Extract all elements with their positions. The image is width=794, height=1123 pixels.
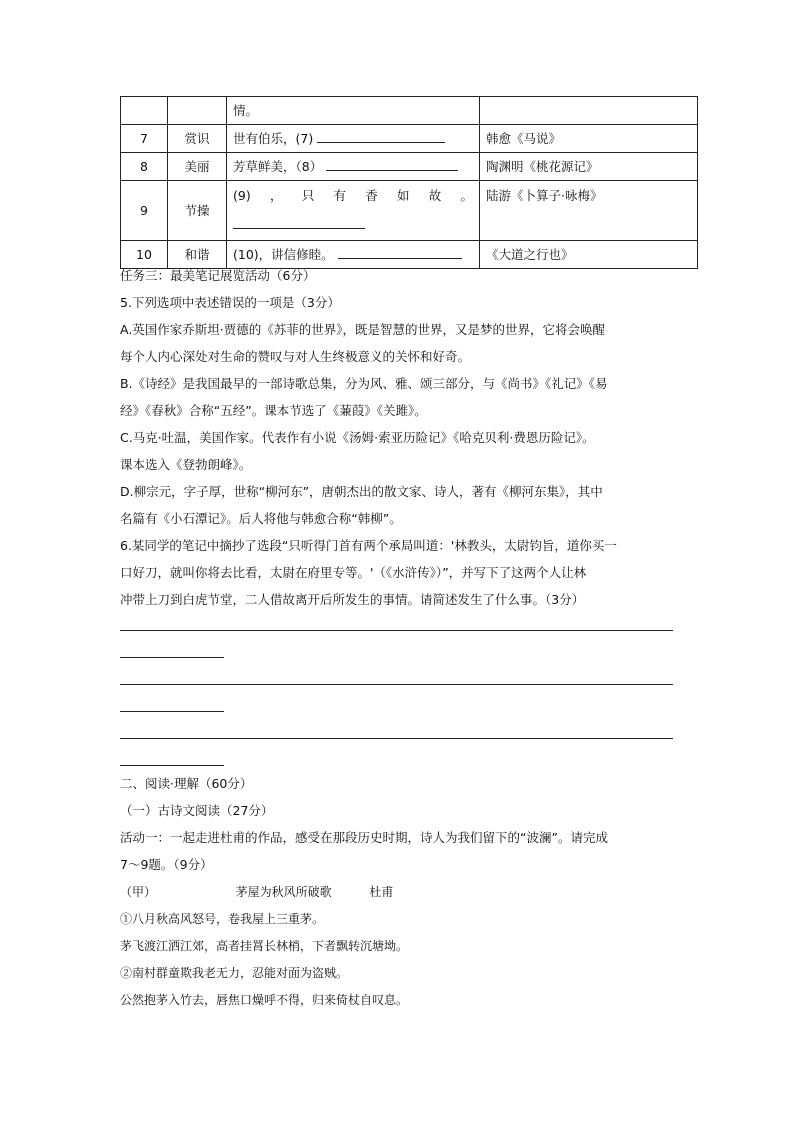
row-source: 陶渊明《桃花源记》 (480, 153, 698, 181)
table-cell-empty (168, 97, 227, 125)
answer-line[interactable] (120, 630, 673, 631)
poem-title: 茅屋为秋风所破歌 (235, 885, 332, 899)
activity1-line1: 活动一：一起走进杜甫的作品，感受在那段历史时期，诗人为我们留下的“波澜”。请完成 (120, 830, 608, 845)
row-line-spread (233, 187, 473, 205)
row-line-text: 世有伯乐，(7) (233, 131, 314, 146)
table-row (121, 181, 698, 241)
answer-line[interactable] (120, 738, 673, 739)
question-6-line3: 冲带上刀到白虎节堂，二人借故离开后所发生的事情。请简述发生了什么事。（3分） (120, 592, 585, 607)
poem-line: ②南村群童欺我老无力，忍能对面为盗贼。 (120, 966, 349, 980)
row-line-text: 芳草鲜美，（8） (233, 159, 323, 174)
row-keyword: 节操 (168, 181, 227, 241)
row-number: 8 (121, 153, 168, 181)
line-part: 。 (460, 188, 473, 203)
row-line-cell (227, 181, 480, 241)
line-part: 香 (365, 188, 378, 203)
poem-line: 茅飞渡江洒江郊，高者挂罥长林梢，下者飘转沉塘坳。 (120, 939, 409, 953)
question-6-line1: 6.某同学的笔记中摘抄了选段“只听得门首有两个承局叫道：'林教头，太尉钧旨，道你买一 (120, 538, 617, 553)
line-part: 只 (301, 188, 315, 203)
answer-blank-9[interactable] (233, 215, 365, 229)
answer-line[interactable] (120, 711, 224, 712)
task3-title: 任务三：最美笔记展览活动（6分） (120, 268, 316, 283)
option-c-line2: 课本选入《登勃朗峰》。 (120, 457, 252, 472)
table-row (121, 97, 698, 125)
table-row (121, 125, 698, 153)
poetry-table (120, 96, 698, 269)
row-keyword: 美丽 (168, 153, 227, 181)
answer-blank-8[interactable] (326, 157, 458, 171)
table-row (121, 153, 698, 181)
option-c-line1: C.马克·吐温，美国作家。代表作有小说《汤姆·索亚历险记》《哈克贝利·费恩历险记》。 (120, 430, 595, 445)
option-d-line1: D.柳宗元，字子厚，世称“柳河东”，唐朝杰出的散文家、诗人，著有《柳河东集》，其中 (120, 484, 603, 499)
section2-title: 二、阅读·理解（60分） (120, 776, 253, 791)
option-a-line2: 每个人内心深处对生命的赞叹与对人生终极意义的关怀和好奇。 (120, 349, 471, 364)
line-part: ， (269, 188, 283, 203)
row-number: 10 (121, 241, 168, 269)
poem-line: ①八月秋高风怒号，卷我屋上三重茅。 (120, 912, 325, 926)
poem-line: 公然抱茅入竹去，唇焦口燥呼不得，归来倚杖自叹息。 (120, 993, 409, 1007)
question-6-line2: 口好刀，就叫你将去比看，太尉在府里专等。'（《水浒传》）”，并写下了这两个人让林 (120, 565, 587, 580)
answer-line[interactable] (120, 765, 224, 766)
question-5: 5.下列选项中表述错误的一项是（3分） (120, 295, 340, 310)
option-b-line2: 经》《春秋》合称“五经”。课本节选了《蒹葭》《关雎》。 (120, 403, 427, 418)
table-cell-empty (121, 97, 168, 125)
row-line-cell (227, 153, 480, 181)
poem-author: 杜甫 (369, 885, 394, 899)
option-a-line1: A.英国作家乔斯坦·贾德的《苏菲的世界》，既是智慧的世界，又是梦的世界，它将会唤醒 (120, 322, 606, 337)
line-part: 故 (428, 188, 442, 203)
table-row (121, 241, 698, 269)
activity1-line2: 7～9题。（9分） (120, 857, 213, 872)
line-part: 如 (396, 188, 410, 203)
row-source: 陆游《卜算子·咏梅》 (480, 181, 698, 241)
row-keyword: 赏识 (168, 125, 227, 153)
poem-header (120, 883, 393, 901)
row-keyword: 和谐 (168, 241, 227, 269)
answer-line[interactable] (120, 657, 224, 658)
row-number: 9 (121, 181, 168, 241)
line-part: (9) (233, 188, 251, 203)
row-source: 韩愈《马说》 (480, 125, 698, 153)
table-cell-empty (480, 97, 698, 125)
section2-sub1: （一）古诗文阅读（27分） (120, 803, 274, 818)
answer-blank-7[interactable] (317, 129, 445, 143)
answer-blank-10[interactable] (338, 245, 462, 259)
row-source: 《大道之行也》 (480, 241, 698, 269)
option-d-line2: 名篇有《小石潭记》。后人将他与韩愈合称“韩柳”。 (120, 511, 402, 526)
row-line-text: (10)，讲信修睦。 (233, 247, 334, 262)
poem-label: （甲） (120, 885, 157, 899)
row-line-cell (227, 125, 480, 153)
option-b-line1: B.《诗经》是我国最早的一部诗歌总集，分为风、雅、颂三部分，与《尚书》《礼记》《易 (120, 376, 608, 391)
row-number: 7 (121, 125, 168, 153)
table-cell-line: 情。 (227, 97, 480, 125)
line-part: 有 (333, 188, 346, 203)
answer-line[interactable] (120, 684, 673, 685)
row-line-cell (227, 241, 480, 269)
